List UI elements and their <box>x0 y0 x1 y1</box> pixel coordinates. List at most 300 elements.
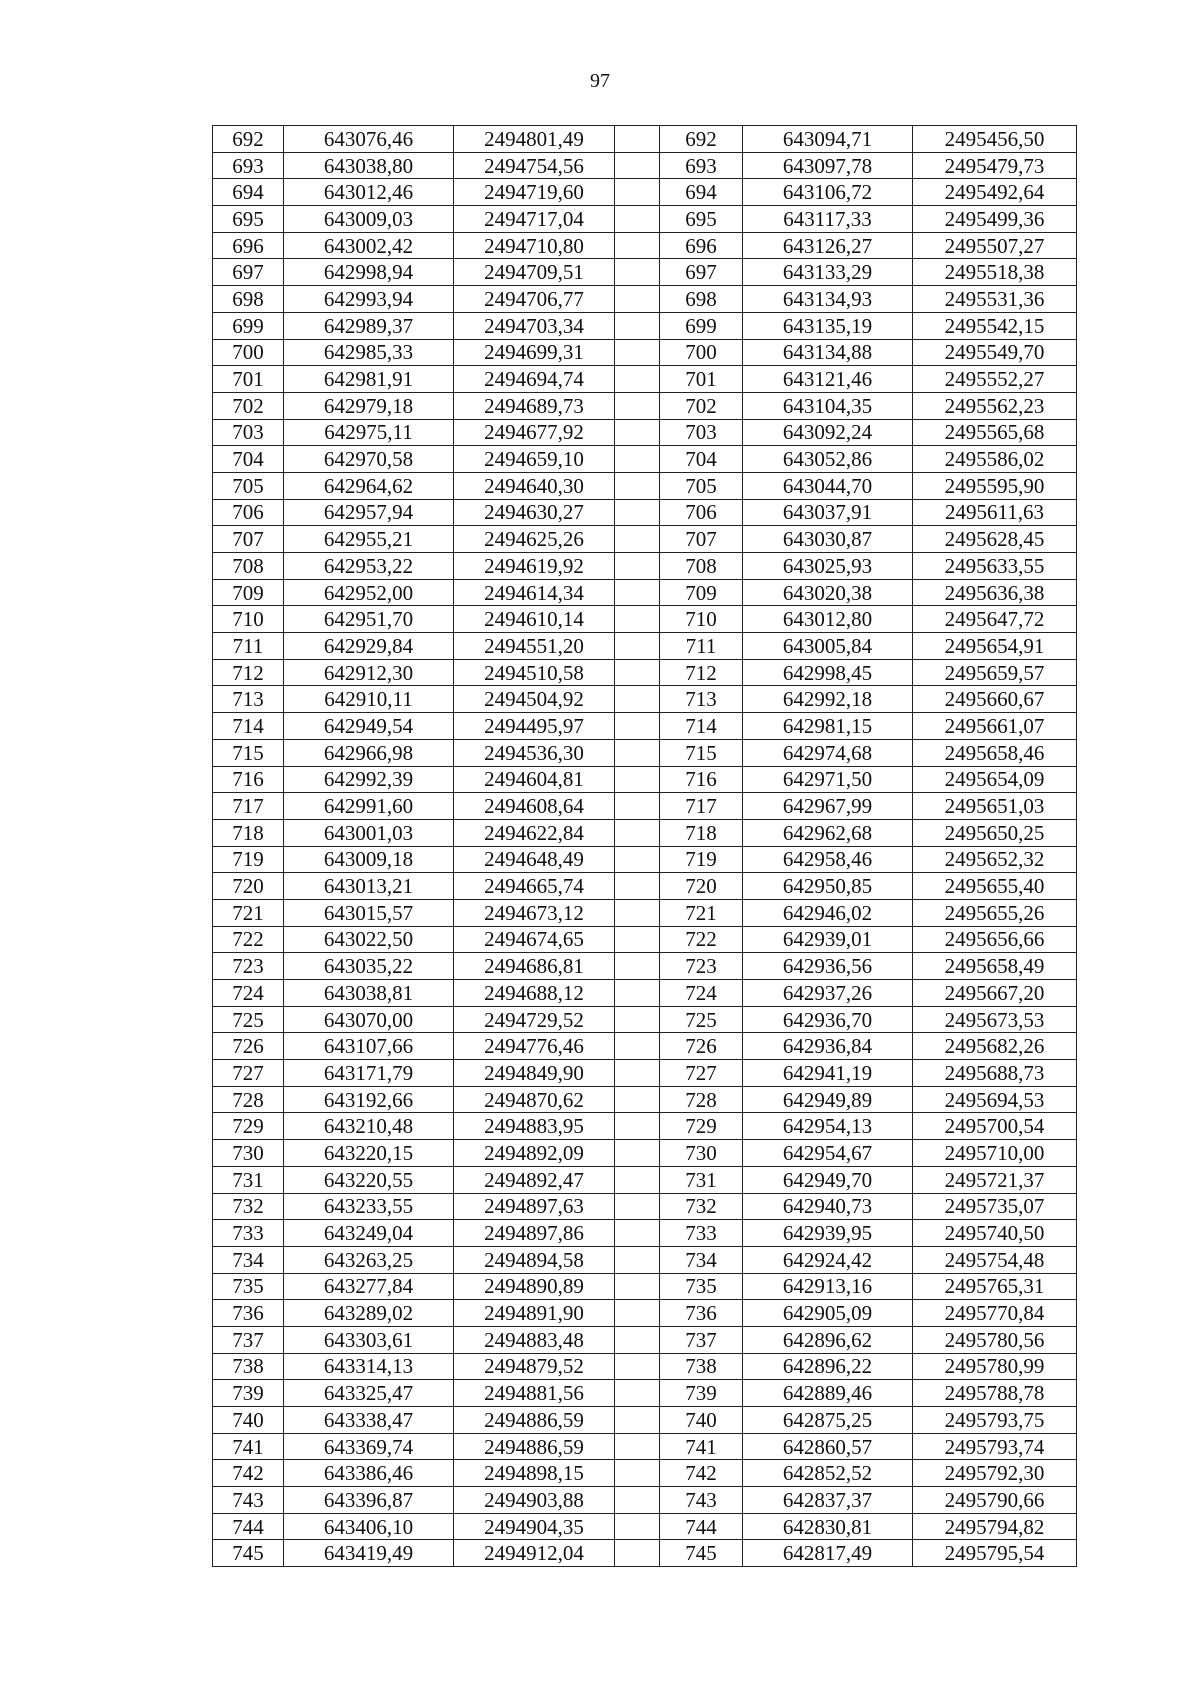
point-number-right: 720 <box>660 873 743 900</box>
x-coordinate-right: 642992,18 <box>743 686 913 713</box>
empty-separator-cell <box>615 1460 660 1487</box>
point-number-right: 721 <box>660 899 743 926</box>
x-coordinate-left: 643303,61 <box>284 1326 454 1353</box>
table-row <box>213 472 1077 499</box>
table-row <box>213 1113 1077 1140</box>
point-number-right: 696 <box>660 232 743 259</box>
table-row <box>213 553 1077 580</box>
point-number-right: 704 <box>660 446 743 473</box>
point-number-right: 697 <box>660 259 743 286</box>
point-number-right: 739 <box>660 1380 743 1407</box>
table-row <box>213 899 1077 926</box>
point-number-left: 723 <box>213 953 284 980</box>
y-coordinate-left: 2494883,95 <box>454 1113 615 1140</box>
empty-separator-cell <box>615 1006 660 1033</box>
x-coordinate-left: 643001,03 <box>284 819 454 846</box>
x-coordinate-right: 643134,88 <box>743 339 913 366</box>
empty-separator-cell <box>615 366 660 393</box>
point-number-right: 713 <box>660 686 743 713</box>
table-row <box>213 1407 1077 1434</box>
point-number-left: 743 <box>213 1487 284 1514</box>
x-coordinate-right: 643025,93 <box>743 553 913 580</box>
table-row <box>213 1006 1077 1033</box>
y-coordinate-right: 2495740,50 <box>913 1220 1077 1247</box>
point-number-left: 738 <box>213 1353 284 1380</box>
point-number-left: 712 <box>213 659 284 686</box>
y-coordinate-left: 2494894,58 <box>454 1246 615 1273</box>
point-number-left: 741 <box>213 1433 284 1460</box>
point-number-left: 740 <box>213 1407 284 1434</box>
y-coordinate-left: 2494717,04 <box>454 206 615 233</box>
point-number-left: 733 <box>213 1220 284 1247</box>
y-coordinate-left: 2494673,12 <box>454 899 615 926</box>
y-coordinate-left: 2494604,81 <box>454 766 615 793</box>
empty-separator-cell <box>615 1113 660 1140</box>
x-coordinate-left: 643009,03 <box>284 206 454 233</box>
y-coordinate-left: 2494686,81 <box>454 953 615 980</box>
x-coordinate-right: 642974,68 <box>743 739 913 766</box>
x-coordinate-left: 642949,54 <box>284 713 454 740</box>
x-coordinate-left: 643289,02 <box>284 1300 454 1327</box>
x-coordinate-left: 643002,42 <box>284 232 454 259</box>
coordinates-table-body <box>213 126 1077 1567</box>
point-number-left: 704 <box>213 446 284 473</box>
x-coordinate-right: 642946,02 <box>743 899 913 926</box>
y-coordinate-right: 2495586,02 <box>913 446 1077 473</box>
point-number-right: 734 <box>660 1246 743 1273</box>
y-coordinate-right: 2495660,67 <box>913 686 1077 713</box>
x-coordinate-left: 643325,47 <box>284 1380 454 1407</box>
y-coordinate-right: 2495658,49 <box>913 953 1077 980</box>
empty-separator-cell <box>615 1513 660 1540</box>
x-coordinate-left: 643107,66 <box>284 1033 454 1060</box>
y-coordinate-right: 2495794,82 <box>913 1513 1077 1540</box>
table-row <box>213 1246 1077 1273</box>
table-row <box>213 819 1077 846</box>
table-row <box>213 1326 1077 1353</box>
point-number-right: 742 <box>660 1460 743 1487</box>
empty-separator-cell <box>615 633 660 660</box>
y-coordinate-left: 2494881,56 <box>454 1380 615 1407</box>
x-coordinate-left: 643263,25 <box>284 1246 454 1273</box>
y-coordinate-right: 2495565,68 <box>913 419 1077 446</box>
point-number-left: 706 <box>213 499 284 526</box>
x-coordinate-left: 643022,50 <box>284 926 454 953</box>
x-coordinate-left: 643338,47 <box>284 1407 454 1434</box>
empty-separator-cell <box>615 472 660 499</box>
y-coordinate-left: 2494776,46 <box>454 1033 615 1060</box>
table-row <box>213 579 1077 606</box>
point-number-right: 703 <box>660 419 743 446</box>
y-coordinate-left: 2494619,92 <box>454 553 615 580</box>
empty-separator-cell <box>615 312 660 339</box>
y-coordinate-right: 2495793,74 <box>913 1433 1077 1460</box>
y-coordinate-right: 2495456,50 <box>913 126 1077 153</box>
table-row <box>213 1060 1077 1087</box>
point-number-right: 745 <box>660 1540 743 1567</box>
table-row <box>213 259 1077 286</box>
point-number-left: 731 <box>213 1166 284 1193</box>
x-coordinate-right: 643135,19 <box>743 312 913 339</box>
y-coordinate-left: 2494891,90 <box>454 1300 615 1327</box>
point-number-left: 728 <box>213 1086 284 1113</box>
point-number-right: 741 <box>660 1433 743 1460</box>
empty-separator-cell <box>615 339 660 366</box>
page-number: 97 <box>590 70 610 92</box>
x-coordinate-right: 642817,49 <box>743 1540 913 1567</box>
empty-separator-cell <box>615 1380 660 1407</box>
x-coordinate-left: 642991,60 <box>284 793 454 820</box>
x-coordinate-left: 642951,70 <box>284 606 454 633</box>
x-coordinate-right: 643104,35 <box>743 392 913 419</box>
empty-separator-cell <box>615 1273 660 1300</box>
y-coordinate-left: 2494703,34 <box>454 312 615 339</box>
y-coordinate-right: 2495780,99 <box>913 1353 1077 1380</box>
empty-separator-cell <box>615 846 660 873</box>
x-coordinate-left: 643012,46 <box>284 179 454 206</box>
point-number-right: 710 <box>660 606 743 633</box>
point-number-left: 735 <box>213 1273 284 1300</box>
table-row <box>213 926 1077 953</box>
y-coordinate-right: 2495765,31 <box>913 1273 1077 1300</box>
x-coordinate-right: 642971,50 <box>743 766 913 793</box>
point-number-left: 745 <box>213 1540 284 1567</box>
x-coordinate-left: 642970,58 <box>284 446 454 473</box>
y-coordinate-left: 2494688,12 <box>454 980 615 1007</box>
x-coordinate-left: 643015,57 <box>284 899 454 926</box>
point-number-right: 719 <box>660 846 743 873</box>
x-coordinate-right: 642949,89 <box>743 1086 913 1113</box>
empty-separator-cell <box>615 819 660 846</box>
empty-separator-cell <box>615 179 660 206</box>
y-coordinate-right: 2495661,07 <box>913 713 1077 740</box>
y-coordinate-left: 2494677,92 <box>454 419 615 446</box>
point-number-right: 701 <box>660 366 743 393</box>
y-coordinate-left: 2494622,84 <box>454 819 615 846</box>
table-row <box>213 1193 1077 1220</box>
y-coordinate-right: 2495518,38 <box>913 259 1077 286</box>
y-coordinate-right: 2495710,00 <box>913 1140 1077 1167</box>
point-number-right: 733 <box>660 1220 743 1247</box>
x-coordinate-left: 642953,22 <box>284 553 454 580</box>
y-coordinate-left: 2494689,73 <box>454 392 615 419</box>
y-coordinate-right: 2495780,56 <box>913 1326 1077 1353</box>
point-number-left: 697 <box>213 259 284 286</box>
point-number-left: 698 <box>213 286 284 313</box>
y-coordinate-right: 2495700,54 <box>913 1113 1077 1140</box>
x-coordinate-right: 642875,25 <box>743 1407 913 1434</box>
x-coordinate-left: 643369,74 <box>284 1433 454 1460</box>
y-coordinate-left: 2494892,47 <box>454 1166 615 1193</box>
x-coordinate-left: 642993,94 <box>284 286 454 313</box>
point-number-left: 707 <box>213 526 284 553</box>
x-coordinate-right: 643121,46 <box>743 366 913 393</box>
x-coordinate-left: 643076,46 <box>284 126 454 153</box>
table-row <box>213 366 1077 393</box>
point-number-right: 699 <box>660 312 743 339</box>
table-row <box>213 1460 1077 1487</box>
point-number-left: 713 <box>213 686 284 713</box>
empty-separator-cell <box>615 126 660 153</box>
y-coordinate-left: 2494754,56 <box>454 152 615 179</box>
x-coordinate-right: 642896,62 <box>743 1326 913 1353</box>
y-coordinate-right: 2495694,53 <box>913 1086 1077 1113</box>
x-coordinate-left: 643171,79 <box>284 1060 454 1087</box>
y-coordinate-right: 2495552,27 <box>913 366 1077 393</box>
table-row <box>213 526 1077 553</box>
point-number-left: 717 <box>213 793 284 820</box>
point-number-left: 709 <box>213 579 284 606</box>
x-coordinate-right: 642913,16 <box>743 1273 913 1300</box>
point-number-left: 692 <box>213 126 284 153</box>
point-number-right: 740 <box>660 1407 743 1434</box>
x-coordinate-right: 643126,27 <box>743 232 913 259</box>
y-coordinate-right: 2495654,91 <box>913 633 1077 660</box>
x-coordinate-right: 643097,78 <box>743 152 913 179</box>
point-number-left: 714 <box>213 713 284 740</box>
point-number-right: 730 <box>660 1140 743 1167</box>
empty-separator-cell <box>615 1353 660 1380</box>
table-row <box>213 232 1077 259</box>
table-row <box>213 980 1077 1007</box>
empty-separator-cell <box>615 1326 660 1353</box>
table-row <box>213 739 1077 766</box>
x-coordinate-right: 643117,33 <box>743 206 913 233</box>
y-coordinate-left: 2494630,27 <box>454 499 615 526</box>
y-coordinate-right: 2495531,36 <box>913 286 1077 313</box>
y-coordinate-left: 2494729,52 <box>454 1006 615 1033</box>
point-number-right: 706 <box>660 499 743 526</box>
empty-separator-cell <box>615 686 660 713</box>
empty-separator-cell <box>615 1033 660 1060</box>
point-number-right: 722 <box>660 926 743 953</box>
table-row <box>213 633 1077 660</box>
table-row <box>213 1220 1077 1247</box>
empty-separator-cell <box>615 1166 660 1193</box>
point-number-left: 722 <box>213 926 284 953</box>
point-number-right: 712 <box>660 659 743 686</box>
point-number-right: 744 <box>660 1513 743 1540</box>
table-row <box>213 606 1077 633</box>
y-coordinate-left: 2494510,58 <box>454 659 615 686</box>
x-coordinate-right: 642860,57 <box>743 1433 913 1460</box>
empty-separator-cell <box>615 980 660 1007</box>
point-number-right: 732 <box>660 1193 743 1220</box>
point-number-right: 707 <box>660 526 743 553</box>
point-number-right: 726 <box>660 1033 743 1060</box>
point-number-left: 720 <box>213 873 284 900</box>
empty-separator-cell <box>615 926 660 953</box>
x-coordinate-left: 643038,81 <box>284 980 454 1007</box>
point-number-right: 723 <box>660 953 743 980</box>
empty-separator-cell <box>615 152 660 179</box>
point-number-left: 721 <box>213 899 284 926</box>
point-number-right: 738 <box>660 1353 743 1380</box>
x-coordinate-left: 643396,87 <box>284 1487 454 1514</box>
point-number-left: 724 <box>213 980 284 1007</box>
point-number-left: 732 <box>213 1193 284 1220</box>
x-coordinate-right: 642967,99 <box>743 793 913 820</box>
y-coordinate-right: 2495667,20 <box>913 980 1077 1007</box>
y-coordinate-right: 2495655,26 <box>913 899 1077 926</box>
empty-separator-cell <box>615 446 660 473</box>
empty-separator-cell <box>615 1060 660 1087</box>
point-number-left: 716 <box>213 766 284 793</box>
table-row <box>213 1166 1077 1193</box>
point-number-right: 727 <box>660 1060 743 1087</box>
empty-separator-cell <box>615 419 660 446</box>
x-coordinate-right: 643012,80 <box>743 606 913 633</box>
empty-separator-cell <box>615 1433 660 1460</box>
point-number-left: 734 <box>213 1246 284 1273</box>
x-coordinate-left: 642952,00 <box>284 579 454 606</box>
empty-separator-cell <box>615 1220 660 1247</box>
table-row <box>213 312 1077 339</box>
x-coordinate-left: 643233,55 <box>284 1193 454 1220</box>
x-coordinate-right: 642905,09 <box>743 1300 913 1327</box>
x-coordinate-right: 643020,38 <box>743 579 913 606</box>
x-coordinate-left: 643220,15 <box>284 1140 454 1167</box>
table-row <box>213 1140 1077 1167</box>
y-coordinate-left: 2494608,64 <box>454 793 615 820</box>
y-coordinate-right: 2495654,09 <box>913 766 1077 793</box>
x-coordinate-left: 642985,33 <box>284 339 454 366</box>
y-coordinate-right: 2495562,23 <box>913 392 1077 419</box>
x-coordinate-right: 643134,93 <box>743 286 913 313</box>
empty-separator-cell <box>615 1407 660 1434</box>
point-number-left: 739 <box>213 1380 284 1407</box>
x-coordinate-right: 643030,87 <box>743 526 913 553</box>
y-coordinate-right: 2495682,26 <box>913 1033 1077 1060</box>
x-coordinate-right: 643005,84 <box>743 633 913 660</box>
x-coordinate-left: 643419,49 <box>284 1540 454 1567</box>
x-coordinate-right: 642939,01 <box>743 926 913 953</box>
y-coordinate-left: 2494709,51 <box>454 259 615 286</box>
x-coordinate-right: 642950,85 <box>743 873 913 900</box>
point-number-right: 729 <box>660 1113 743 1140</box>
y-coordinate-left: 2494495,97 <box>454 713 615 740</box>
table-row <box>213 873 1077 900</box>
point-number-left: 711 <box>213 633 284 660</box>
y-coordinate-right: 2495479,73 <box>913 152 1077 179</box>
table-row <box>213 1273 1077 1300</box>
x-coordinate-left: 643035,22 <box>284 953 454 980</box>
empty-separator-cell <box>615 1246 660 1273</box>
y-coordinate-right: 2495650,25 <box>913 819 1077 846</box>
x-coordinate-left: 643406,10 <box>284 1513 454 1540</box>
table-row <box>213 766 1077 793</box>
y-coordinate-right: 2495659,57 <box>913 659 1077 686</box>
empty-separator-cell <box>615 232 660 259</box>
y-coordinate-left: 2494625,26 <box>454 526 615 553</box>
empty-separator-cell <box>615 392 660 419</box>
point-number-left: 729 <box>213 1113 284 1140</box>
empty-separator-cell <box>615 579 660 606</box>
y-coordinate-left: 2494903,88 <box>454 1487 615 1514</box>
y-coordinate-left: 2494892,09 <box>454 1140 615 1167</box>
table-row <box>213 846 1077 873</box>
empty-separator-cell <box>615 659 660 686</box>
y-coordinate-left: 2494536,30 <box>454 739 615 766</box>
x-coordinate-left: 642966,98 <box>284 739 454 766</box>
point-number-left: 696 <box>213 232 284 259</box>
y-coordinate-left: 2494886,59 <box>454 1407 615 1434</box>
x-coordinate-left: 643009,18 <box>284 846 454 873</box>
empty-separator-cell <box>615 206 660 233</box>
x-coordinate-left: 643249,04 <box>284 1220 454 1247</box>
x-coordinate-right: 642852,52 <box>743 1460 913 1487</box>
y-coordinate-left: 2494640,30 <box>454 472 615 499</box>
x-coordinate-left: 642912,30 <box>284 659 454 686</box>
x-coordinate-right: 642889,46 <box>743 1380 913 1407</box>
empty-separator-cell <box>615 953 660 980</box>
point-number-right: 708 <box>660 553 743 580</box>
x-coordinate-right: 642936,70 <box>743 1006 913 1033</box>
coordinates-table <box>212 125 1077 1567</box>
y-coordinate-left: 2494710,80 <box>454 232 615 259</box>
y-coordinate-right: 2495542,15 <box>913 312 1077 339</box>
y-coordinate-right: 2495647,72 <box>913 606 1077 633</box>
empty-separator-cell <box>615 1086 660 1113</box>
y-coordinate-right: 2495658,46 <box>913 739 1077 766</box>
point-number-left: 715 <box>213 739 284 766</box>
table-row <box>213 1300 1077 1327</box>
x-coordinate-right: 642939,95 <box>743 1220 913 1247</box>
x-coordinate-left: 642992,39 <box>284 766 454 793</box>
y-coordinate-left: 2494870,62 <box>454 1086 615 1113</box>
y-coordinate-right: 2495792,30 <box>913 1460 1077 1487</box>
y-coordinate-left: 2494706,77 <box>454 286 615 313</box>
point-number-right: 700 <box>660 339 743 366</box>
table-row <box>213 1033 1077 1060</box>
y-coordinate-right: 2495655,40 <box>913 873 1077 900</box>
table-row <box>213 793 1077 820</box>
empty-separator-cell <box>615 1300 660 1327</box>
point-number-right: 717 <box>660 793 743 820</box>
y-coordinate-left: 2494504,92 <box>454 686 615 713</box>
x-coordinate-left: 642957,94 <box>284 499 454 526</box>
x-coordinate-left: 642975,11 <box>284 419 454 446</box>
x-coordinate-left: 643192,66 <box>284 1086 454 1113</box>
point-number-left: 742 <box>213 1460 284 1487</box>
table-row <box>213 953 1077 980</box>
y-coordinate-right: 2495735,07 <box>913 1193 1077 1220</box>
empty-separator-cell <box>615 553 660 580</box>
x-coordinate-right: 642936,56 <box>743 953 913 980</box>
x-coordinate-right: 642941,19 <box>743 1060 913 1087</box>
y-coordinate-left: 2494879,52 <box>454 1353 615 1380</box>
point-number-left: 700 <box>213 339 284 366</box>
y-coordinate-left: 2494694,74 <box>454 366 615 393</box>
table-row <box>213 686 1077 713</box>
point-number-left: 726 <box>213 1033 284 1060</box>
point-number-left: 725 <box>213 1006 284 1033</box>
empty-separator-cell <box>615 606 660 633</box>
point-number-left: 695 <box>213 206 284 233</box>
y-coordinate-left: 2494849,90 <box>454 1060 615 1087</box>
y-coordinate-right: 2495633,55 <box>913 553 1077 580</box>
point-number-left: 730 <box>213 1140 284 1167</box>
y-coordinate-right: 2495611,63 <box>913 499 1077 526</box>
point-number-right: 716 <box>660 766 743 793</box>
y-coordinate-right: 2495688,73 <box>913 1060 1077 1087</box>
x-coordinate-left: 642979,18 <box>284 392 454 419</box>
y-coordinate-left: 2494890,89 <box>454 1273 615 1300</box>
table-row <box>213 1540 1077 1567</box>
empty-separator-cell <box>615 793 660 820</box>
y-coordinate-left: 2494897,63 <box>454 1193 615 1220</box>
point-number-left: 701 <box>213 366 284 393</box>
